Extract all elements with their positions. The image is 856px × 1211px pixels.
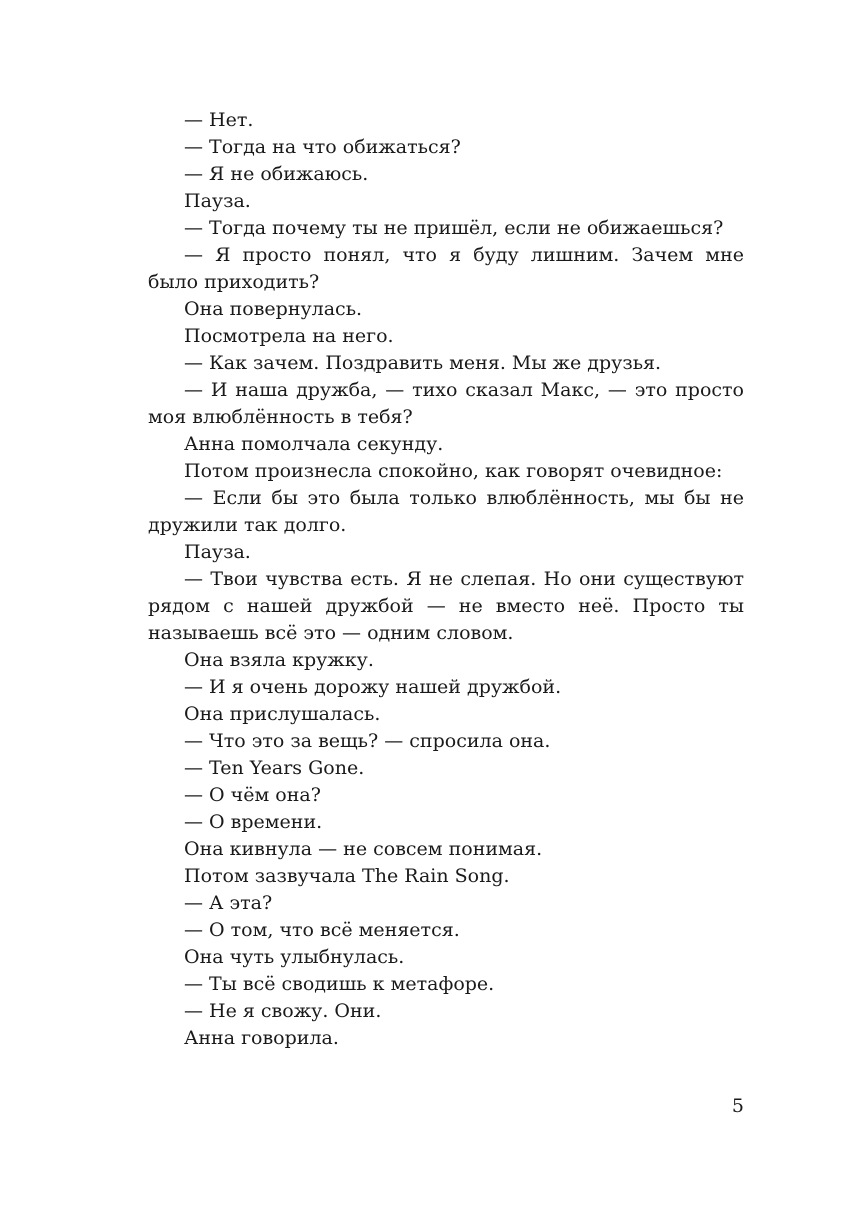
paragraph: — Нет. [184, 109, 254, 131]
paragraph: Посмотрела на него. [184, 325, 394, 347]
paragraph: — Я просто понял, что я буду лишним. Зачем мне было приходить? [148, 244, 744, 293]
paragraph: Потом зазвучала The Rain Song. [184, 865, 510, 887]
paragraph: Она взяла кружку. [184, 649, 374, 671]
paragraph: — Тогда на что обижаться? [184, 136, 461, 158]
paragraph: — Что это за вещь? — спросила она. [184, 730, 551, 752]
paragraph: — Как зачем. Поздравить меня. Мы же друзья. [184, 352, 662, 374]
paragraph: Анна говорила. [184, 1027, 339, 1049]
paragraph: — А эта? [184, 892, 273, 914]
paragraph: — И я очень дорожу нашей дружбой. [184, 676, 562, 698]
paragraph: — И наша дружба, — тихо сказал Макс, — это просто моя влюблённость в тебя? [148, 379, 744, 428]
paragraph: — Тогда почему ты не пришёл, если не обижаешься? [184, 217, 724, 239]
paragraph: — О времени. [184, 811, 323, 833]
paragraph: Она прислушалась. [184, 703, 381, 725]
paragraph: Пауза. [184, 190, 251, 212]
page-number: 5 [731, 1095, 744, 1117]
paragraph: Потом произнесла спокойно, как говорят очевидное: [184, 460, 723, 482]
paragraph: — Если бы это была только влюблённость, мы бы не дружили так долго. [148, 487, 744, 536]
paragraph: — Ты всё сводишь к метафоре. [184, 973, 495, 995]
paragraph: Пауза. [184, 541, 251, 563]
paragraph: — Не я свожу. Они. [184, 1000, 382, 1022]
paragraph: Она чуть улыбнулась. [184, 946, 405, 968]
paragraph: Анна помолчала секунду. [184, 433, 444, 455]
body-text [148, 107, 744, 1052]
paragraph: — Ten Years Gone. [184, 757, 365, 779]
paragraph: Она кивнула — не совсем понимая. [184, 838, 543, 860]
paragraph: — Я не обижаюсь. [184, 163, 369, 185]
paragraph: Она повернулась. [184, 298, 363, 320]
paragraph: — О том, что всё меняется. [184, 919, 460, 941]
paragraph: — Твои чувства есть. Я не слепая. Но они существуют рядом с нашей дружбой — не вместо неё. Просто ты называешь всё это — одним словом. [148, 568, 744, 644]
paragraph: — О чём она? [184, 784, 321, 806]
